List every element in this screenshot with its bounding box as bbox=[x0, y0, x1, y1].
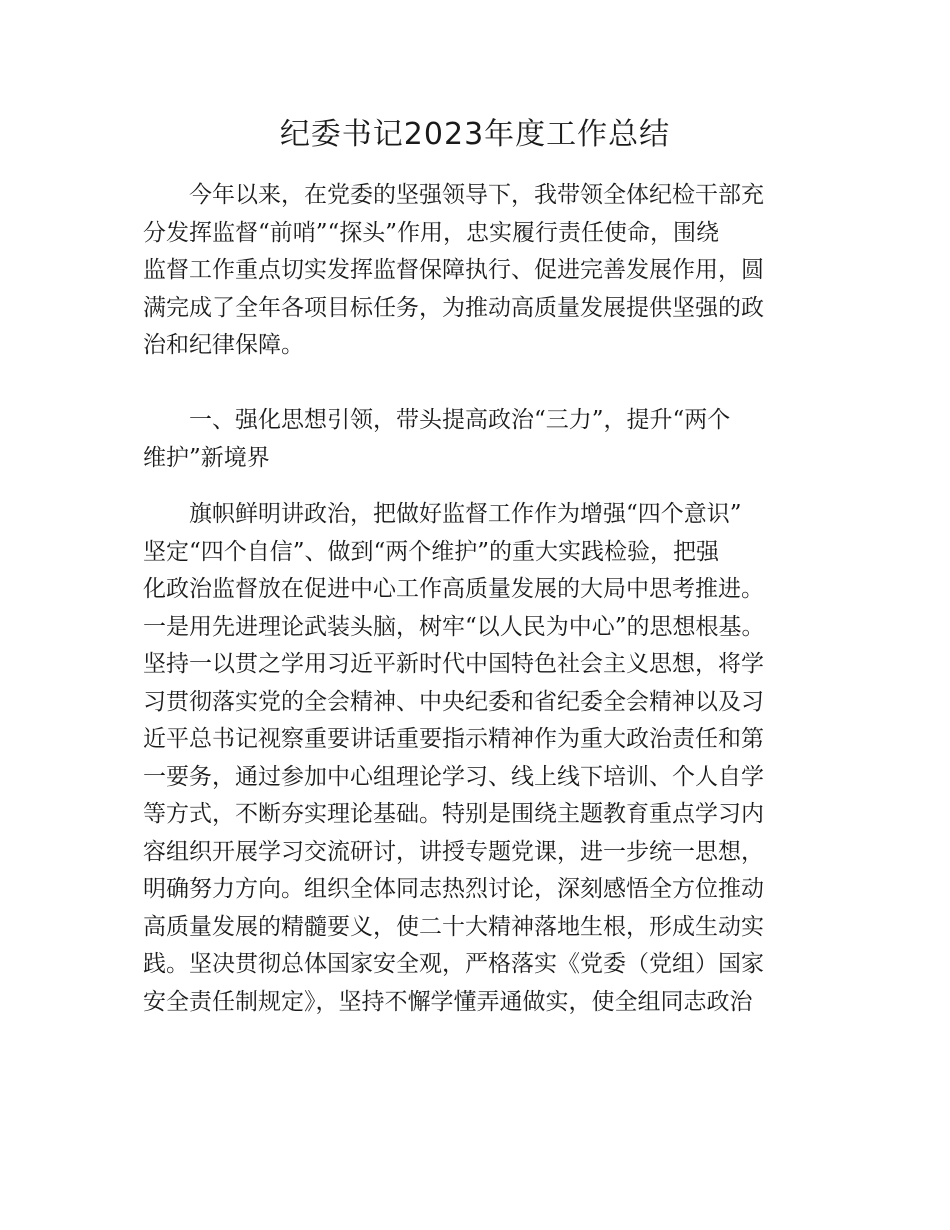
paragraph-line: 明确努力方向。组织全体同志热烈讨论，深刻感悟全方位推动 bbox=[143, 876, 764, 902]
document-title: 纪委书记2023年度工作总结 bbox=[279, 117, 671, 152]
paragraph-line: 容组织开展学习交流研讨，讲授专题党课，进一步统一思想， bbox=[143, 838, 764, 865]
paragraph-line: 分发挥监督“前哨”“探头”作用，忠实履行责任使命，围绕 bbox=[143, 219, 720, 246]
paragraph-line: 坚持一以贯之学用习近平新时代中国特色社会主义思想，将学 bbox=[143, 651, 764, 677]
paragraph-line: 坚定“四个自信”、做到“两个维护”的重大实践检验，把强 bbox=[143, 538, 720, 565]
intro-paragraph bbox=[143, 177, 807, 365]
paragraph-line: 近平总书记视察重要讲话重要指示精神作为重大政治责任和第 bbox=[143, 726, 764, 752]
paragraph-line: 治和纪律保障。 bbox=[143, 332, 304, 358]
paragraph-line: 一是用先进理论武装头脑，树牢“以人民为中心”的思想根基。 bbox=[143, 613, 765, 640]
section-heading bbox=[143, 402, 807, 477]
paragraph-line: 今年以来，在党委的坚强领导下，我带领全体纪检干部充 bbox=[189, 182, 764, 208]
paragraph-line: 旗帜鲜明讲政治，把做好监督工作作为增强“四个意识” bbox=[189, 501, 742, 527]
paragraph-line: 监督工作重点切实发挥监督保障执行、促进完善发展作用，圆 bbox=[143, 257, 764, 283]
paragraph-line: 一要务，通过参加中心组理论学习、线上线下培训、个人自学 bbox=[143, 763, 764, 790]
paragraph-line: 安全责任制规定》，坚持不懈学懂弄通做实，使全组同志政治 bbox=[143, 988, 753, 1015]
heading-line: 一、强化思想引领，带头提高政治“三力”，提升“两个 bbox=[189, 407, 731, 433]
section-body-paragraph bbox=[143, 496, 807, 1021]
paragraph-line: 高质量发展的精髓要义，使二十大精神落地生根，形成生动实 bbox=[143, 913, 764, 940]
paragraph-line: 习贯彻落实党的全会精神、中央纪委和省纪委全会精神以及习 bbox=[143, 688, 764, 715]
paragraph-line: 践。坚决贯彻总体国家安全观，严格落实《党委（党组）国家 bbox=[143, 951, 764, 977]
paragraph-line: 满完成了全年各项目标任务，为推动高质量发展提供坚强的政 bbox=[143, 294, 764, 321]
paragraph-line: 等方式，不断夯实理论基础。特别是围绕主题教育重点学习内 bbox=[143, 801, 764, 827]
paragraph-line: 化政治监督放在促进中心工作高质量发展的大局中思考推进。 bbox=[143, 576, 764, 602]
heading-line: 维护”新境界 bbox=[143, 444, 270, 471]
